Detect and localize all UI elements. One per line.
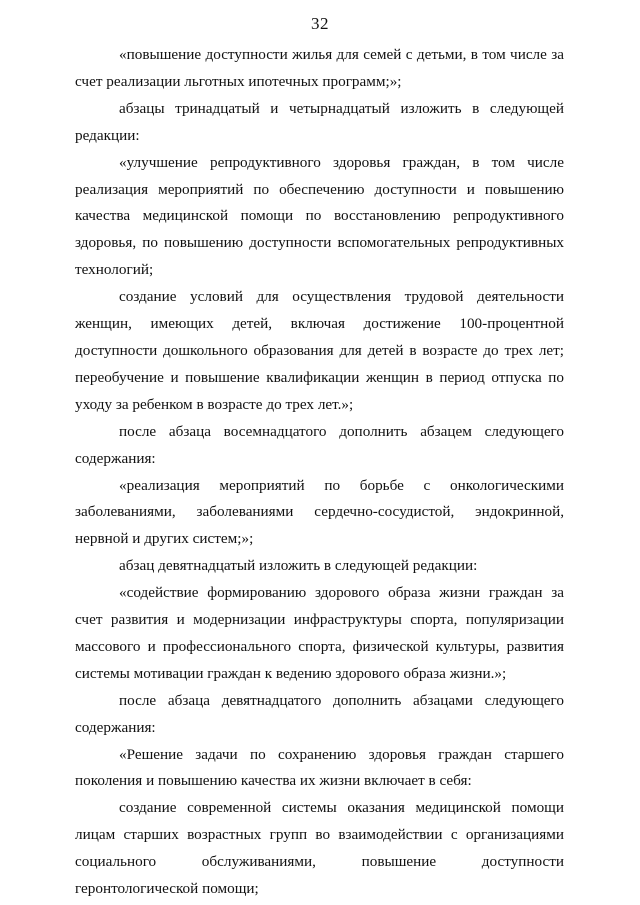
page-number: 32 (311, 14, 329, 33)
paragraph-4: создание условий для осуществления трудовой деятельности женщин, имеющих детей, включая достижение 100-процентной доступности дошкольного образования для детей в возрасте до трех лет; переобучение и повышение квалификации женщин в период отпуска по уходу за ребенком в возрасте до трех лет.»; (75, 288, 564, 413)
paragraph-3: «улучшение репродуктивного здоровья граждан, в том числе реализация мероприятий по обеспечению доступности и повышению качества медицинской помощи по восстановлению репродуктивного здоровья, по повышению доступности вспомогательных репродуктивных технологий; (75, 153, 564, 279)
paragraph-1: «повышение доступности жилья для семей с детьми, в том числе за счет реализации льготных ипотечных программ;»; (75, 46, 564, 90)
paragraph-9: после абзаца девятнадцатого дополнить абзацами следующего содержания: (75, 691, 564, 736)
paragraph-2: абзацы тринадцатый и четырнадцатый изложить в следующей редакции: (75, 99, 564, 144)
paragraph-7: абзац девятнадцатый изложить в следующей редакции: (119, 557, 478, 575)
paragraph-10: «Решение задачи по сохранению здоровья граждан старшего поколения и повышению качества их жизни включает в себя: (75, 745, 564, 790)
paragraph-5: после абзаца восемнадцатого дополнить абзацем следующего содержания: (75, 422, 564, 467)
paragraph-6: «реализация мероприятий по борьбе с онкологическими заболеваниями, заболеваниями сердечно-сосудистой, эндокринной, нервной и других систем;»; (75, 476, 564, 548)
paragraph-11: создание современной системы оказания медицинской помощи лицам старших возрастных групп во взаимодействии с организациями социального обслуживаниями, повышение доступности геронтологической помощи; (75, 799, 564, 898)
document-body (75, 42, 564, 903)
paragraph-8: «содействие формированию здорового образа жизни граждан за счет развития и модернизации инфраструктуры спорта, популяризации массового и профессионального спорта, физической культуры, развития системы мотивации граждан к ведению здорового образа жизни.»; (75, 584, 564, 682)
